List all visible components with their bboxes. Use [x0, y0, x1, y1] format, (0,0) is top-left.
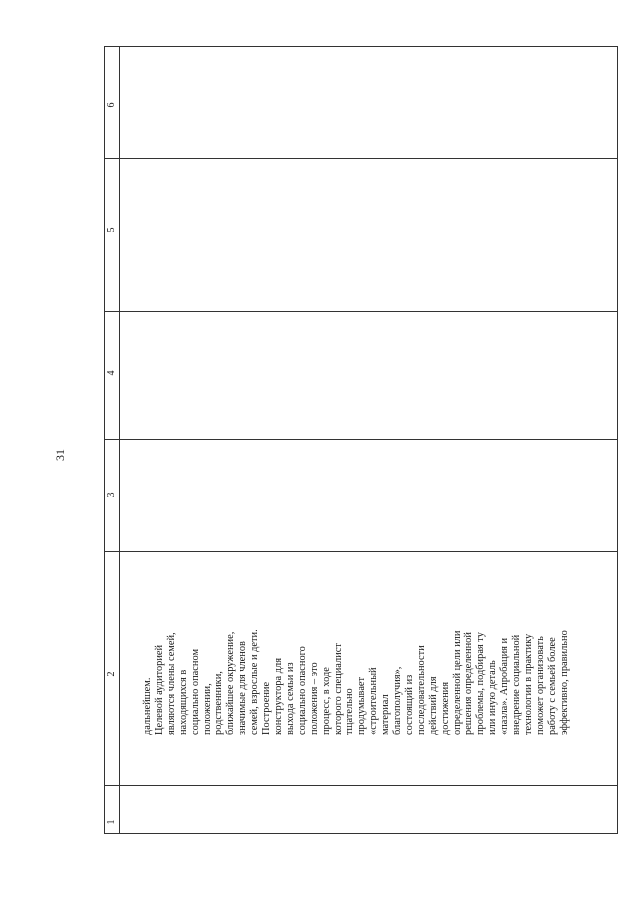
column-number-5: 5 — [106, 227, 117, 233]
column5-cell — [142, 158, 570, 735]
column-number-6: 6 — [106, 102, 117, 108]
column-number-3: 3 — [106, 492, 117, 498]
column-number-1: 1 — [106, 819, 117, 825]
column-border-1-2 — [105, 785, 617, 786]
page-number: 31 — [53, 449, 67, 461]
header-divider — [119, 47, 120, 833]
column-number-2: 2 — [106, 671, 117, 677]
column5-text: дальнейшем. Целевой аудиторией являются члены семей, находящихся в социально опасном положении, родственники, ближайшее окружение, значимые для членов семей, взрослые и дети. Построение конструктора для выхода семьи из социально опасного положения – это процесс, в ходе которого специалист тщательно продумывает «строительный материал благополучия», состоящий из последовательности действий для достижения определенной цели или решения определенной проблемы, подбирая ту или иную деталь «пазла». Апробация и внедрение социальной технологии в практику поможет организовать работу с семьей более эффективно, правильно — [142, 629, 570, 735]
column-number-4: 4 — [106, 370, 117, 376]
